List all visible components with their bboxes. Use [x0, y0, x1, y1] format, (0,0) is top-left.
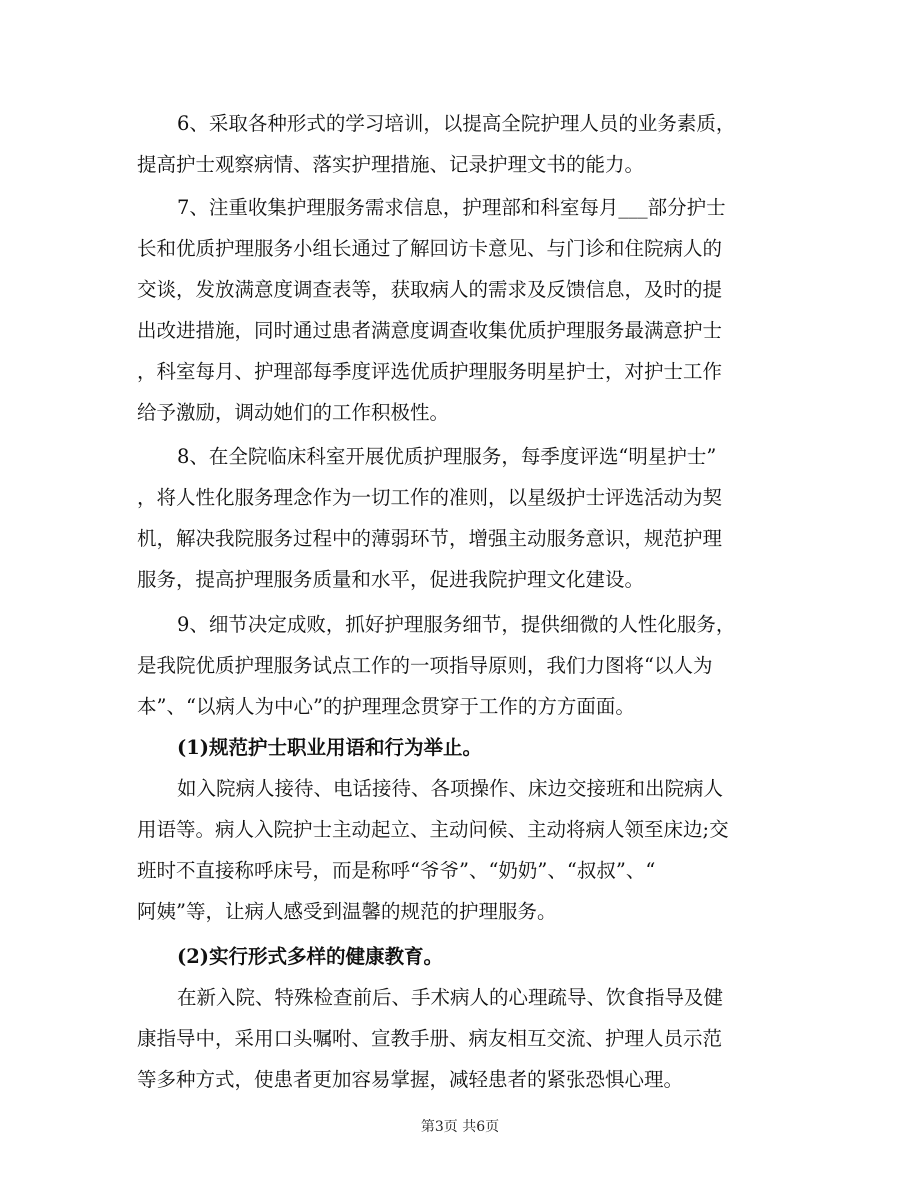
section-heading-text: (1)规范护士职业用语和行为举止。 [177, 736, 483, 759]
text-line: 长和优质护理服务小组长通过了解回访卡意见、与门诊和住院病人的 [137, 237, 723, 260]
text-line: 出改进措施，同时通过患者满意度调查收集优质护理服务最满意护士 [137, 319, 723, 342]
text-line: 服务，提高护理服务质量和水平，促进我院护理文化建设。 [137, 568, 645, 591]
section-heading-text: (2)实行形式多样的健康教育。 [177, 945, 444, 968]
section-heading-2 [137, 936, 777, 977]
text-line: 8、在全院临床科室开展优质护理服务，每季度评选“明星护士” [177, 445, 717, 468]
section-heading-1 [137, 727, 777, 768]
text-line: 交谈，发放满意度调查表等，获取病人的需求及反馈信息，及时的提 [137, 278, 723, 301]
text-line: 机，解决我院服务过程中的薄弱环节，增强主动服务意识，规范护理 [137, 527, 723, 550]
paragraph-item-7 [137, 187, 777, 433]
text-line: 9、细节决定成败，抓好护理服务细节，提供细微的人性化服务， [177, 613, 736, 636]
text-line: 在新入院、特殊检查前后、手术病人的心理疏导、饮食指导及健 [177, 986, 724, 1009]
text-line: 提高护士观察病情、落实护理措施、记录护理文书的能力。 [137, 153, 645, 176]
text-line: 用语等。病人入院护士主动起立、主动问候、主动将病人领至床边;交 [137, 818, 729, 841]
text-line: ，将人性化服务理念作为一切工作的准则，以星级护士评选活动为契 [137, 486, 723, 509]
text-line: 班时不直接称呼床号，而是称呼“爷爷”、“奶奶”、“叔叔”、“ [137, 859, 656, 882]
text-line: 7、注重收集护理服务需求信息，护理部和科室每月___部分护士 [177, 196, 726, 219]
paragraph-item-6 [137, 103, 777, 185]
paragraph-item-9 [137, 604, 777, 727]
paragraph-item-8 [137, 436, 777, 600]
text-line: 如入院病人接待、电话接待、各项操作、床边交接班和出院病人 [177, 777, 724, 800]
page-indicator: 第3页 共6页 [420, 1119, 500, 1135]
text-line: 等多种方式，使患者更加容易掌握，减轻患者的紧张恐惧心理。 [137, 1068, 684, 1091]
text-line: 康指导中，采用口头嘱咐、宣教手册、病友相互交流、护理人员示范 [137, 1027, 723, 1050]
paragraph-sub-1 [137, 768, 777, 932]
text-line: 6、采取各种形式的学习培训，以提高全院护理人员的业务素质， [177, 112, 736, 135]
text-line: 给予激励，调动她们的工作积极性。 [137, 401, 450, 424]
text-line: 是我院优质护理服务试点工作的一项指导原则，我们力图将“以人为 [137, 654, 713, 677]
paragraph-sub-2 [137, 977, 777, 1100]
text-line: 本”、“以病人为中心”的护理理念贯穿于工作的方方面面。 [137, 695, 635, 718]
text-line: 阿姨”等，让病人感受到温馨的规范的护理服务。 [137, 900, 557, 923]
text-line: ，科室每月、护理部每季度评选优质护理服务明星护士，对护士工作 [137, 360, 723, 383]
